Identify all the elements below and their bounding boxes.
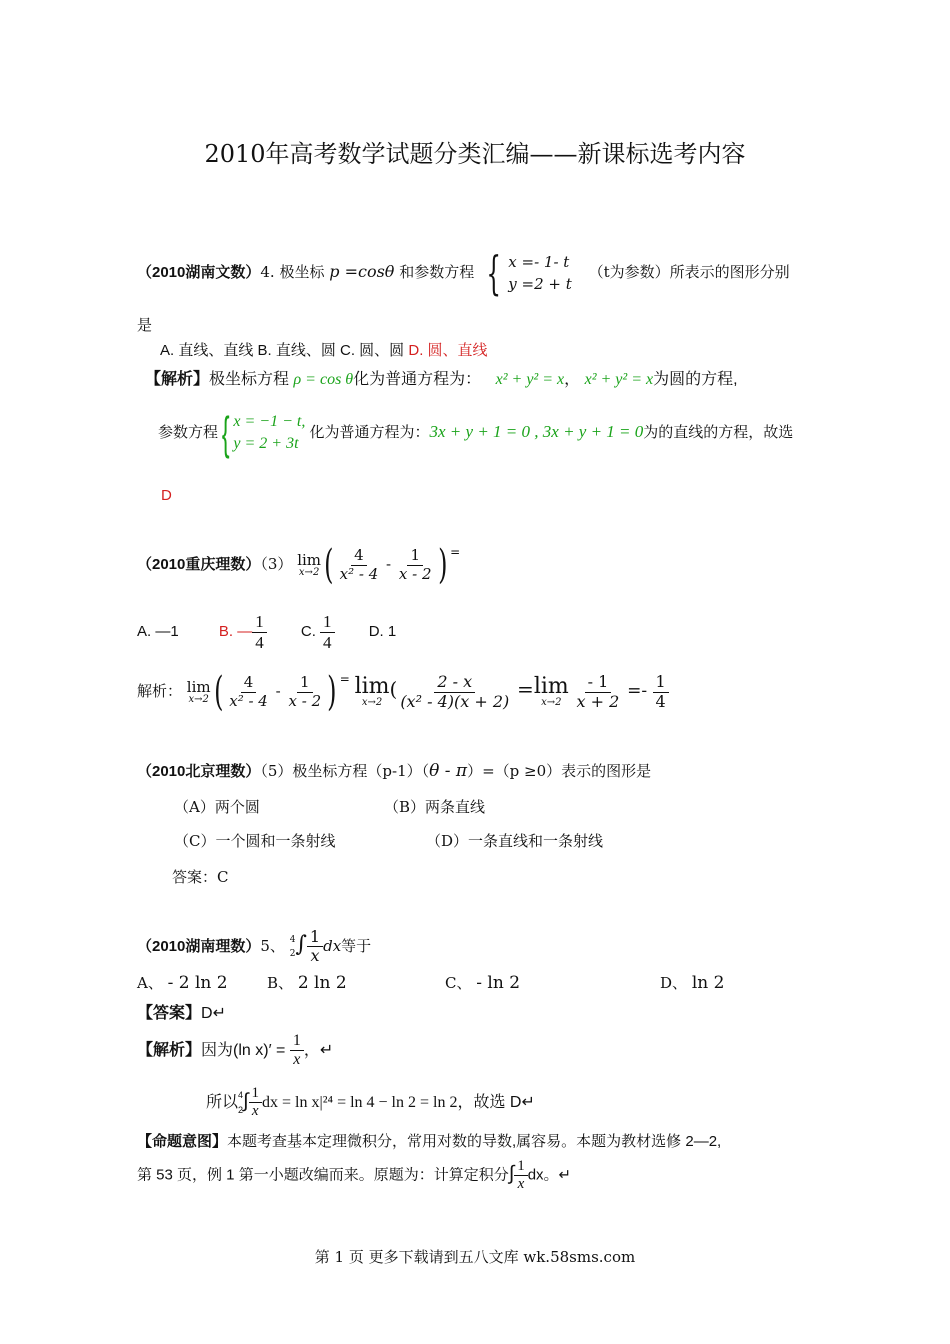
- question-beijing-li: （2010北京理数）（5）极坐标方程（p-1）（θ - π）=（p ≥0）表示的图形是: [137, 761, 652, 781]
- question-source-tag: （2010湖南理数）: [137, 937, 261, 955]
- question-text: （t为参数）所表示的图形分别: [588, 263, 790, 281]
- option-c: C、 - ln 2: [445, 973, 521, 993]
- question-chongqing-li: （2010重庆理数）（3） lim x→2 ( $\frac{4}{\text{x² - 4}}$ - $\frac{1}{x - 2}$ ) =: [137, 542, 461, 588]
- option-d: D、 ln 2: [660, 973, 725, 993]
- formula: x² + y² = x: [584, 371, 654, 388]
- question-text: 和参数方程: [399, 263, 475, 281]
- option-d: （D）一条直线和一条射线: [426, 832, 604, 850]
- solution-line-2: 所以 4 2 ∫ $\frac{1}{x}$ dx = ln x|²⁴ = ln 4 − ln 2 = ln 2，故选 D↵: [206, 1085, 535, 1120]
- limit-operator: lim x→2: [533, 674, 569, 708]
- brace-icon: {: [486, 246, 501, 300]
- fraction: $\frac{1}{4}$: [252, 612, 267, 652]
- page-title: 2010年高考数学试题分类汇编——新课标选考内容: [204, 140, 746, 168]
- fraction: $\frac{1}{x - 2}$: [288, 673, 322, 710]
- fraction: $\frac{1}{x - 2}$: [398, 546, 432, 583]
- fraction: $\frac{- 1}{x + 2}$: [576, 672, 620, 711]
- question-source-tag: （2010北京理数）: [137, 763, 261, 780]
- fraction: $\frac{1}{4}$: [320, 612, 335, 652]
- limit-operator: lim x→2: [186, 677, 211, 705]
- option-b: B、 2 ln 2: [267, 973, 347, 993]
- polar-equation: p =cosθ: [329, 262, 395, 281]
- formula: x² + y² = x: [495, 371, 565, 388]
- parametric-system: x =- 1- t y =2 + t: [508, 252, 572, 293]
- solution-line-1: 【解析】极坐标方程 ρ = cos θ化为普通方程为： x² + y² = x， x² + y² = x为圆的方程,: [145, 371, 738, 388]
- fraction: $\frac{1}{x}$: [290, 1032, 304, 1070]
- fraction: $\frac{1}{4}$: [653, 673, 669, 711]
- limit-operator: lim x→2: [354, 674, 390, 708]
- question-source-tag: （2010重庆理数）: [137, 556, 261, 573]
- solution-line-2: 参数方程{ x = −1 − t, y = 2 + 3t 化为普通方程为：3x + y + 1 = 0 , 3x + y + 1 = 0为的直线的方程，故选: [158, 407, 794, 459]
- integral-icon: ∫: [243, 1089, 249, 1112]
- options-line: A. —1 B. — $\frac{1}{4}$ C. $\frac{1}{4}$ D. 1: [137, 612, 397, 652]
- answer-label: 【答案】D↵: [137, 1005, 226, 1022]
- formula: 3x + y + 1 = 0 , 3x + y + 1 = 0: [429, 421, 644, 441]
- question-text: 4. 极坐标: [260, 263, 325, 281]
- brace-icon: {: [221, 407, 230, 459]
- integral-limits: 4 2: [289, 934, 296, 959]
- option-a: （A）两个圆: [174, 798, 260, 816]
- intent-line-1: 【命题意图】本题考查基本定理微积分，常用对数的导数,属容易。本题为教材选修 2—2,: [137, 1133, 722, 1150]
- solution-chongqing: 解析： lim x→2 ( $\frac{4}{\text{x² - 4}}$ - $\frac{1}{x - 2}$ ) = lim x→2 ( $\frac{2 - x}{\text{(x² - 4)(x + 2)}}$ = lim x→2 $\frac{- 1}{x + 2}$ =- $\frac{1}{4}$: [137, 672, 669, 712]
- integral-icon: ∫: [508, 1162, 515, 1185]
- fraction: $\frac{1}{x}$: [514, 1158, 528, 1194]
- intent-line-2: 第 53 页，例 1 第一小题改编而来。原题为：计算定积分∫ $\frac{1}{x}$ dx。↵: [137, 1158, 572, 1193]
- formula: ρ = cos θ: [293, 371, 354, 388]
- page-footer: 第 1 页 更多下载请到五八文库 wk.58sms.com: [314, 1248, 636, 1266]
- question-source-tag: （2010湖南文数）: [137, 264, 261, 281]
- integral-icon: ∫: [295, 931, 307, 957]
- fraction: $\frac{1}{x}$: [249, 1085, 263, 1121]
- fraction: $\frac{4}{\text{x² - 4}}$: [229, 673, 268, 710]
- option-a: A、 - 2 ln 2: [137, 973, 228, 993]
- solution-line-1: 【解析】因为(ln x)′ = $\frac{1}{x}$ ，↵: [137, 1032, 334, 1069]
- solution-answer: D: [161, 487, 172, 504]
- integral-limits: 4 2: [238, 1090, 244, 1115]
- question-hunan-li: （2010湖南理数）5、 4 2 ∫ $\frac{1}{x}$ dx等于: [137, 927, 372, 966]
- parametric-system: x = −1 − t, y = 2 + 3t: [233, 412, 306, 452]
- option-c: （C）一个圆和一条射线: [174, 832, 336, 850]
- options-line: A. 直线、直线 B. 直线、圆 C. 圆、圆 D. 圆、直线: [160, 342, 488, 359]
- answer: 答案：C: [172, 868, 229, 886]
- limit-operator: lim x→2: [297, 550, 322, 578]
- question-hunan-wen: [137, 246, 790, 300]
- fraction: $\frac{1}{x}$: [307, 928, 323, 966]
- fraction: $\frac{2 - x}{\text{(x² - 4)(x + 2)}}$: [400, 672, 510, 711]
- formula: θ - π: [429, 761, 468, 781]
- correct-option: D. 圆、直线: [408, 342, 488, 359]
- question-text-cont: 是: [137, 316, 153, 334]
- option-b: （B）两条直线: [384, 798, 486, 816]
- fraction: $\frac{4}{\text{x² - 4}}$: [339, 546, 379, 583]
